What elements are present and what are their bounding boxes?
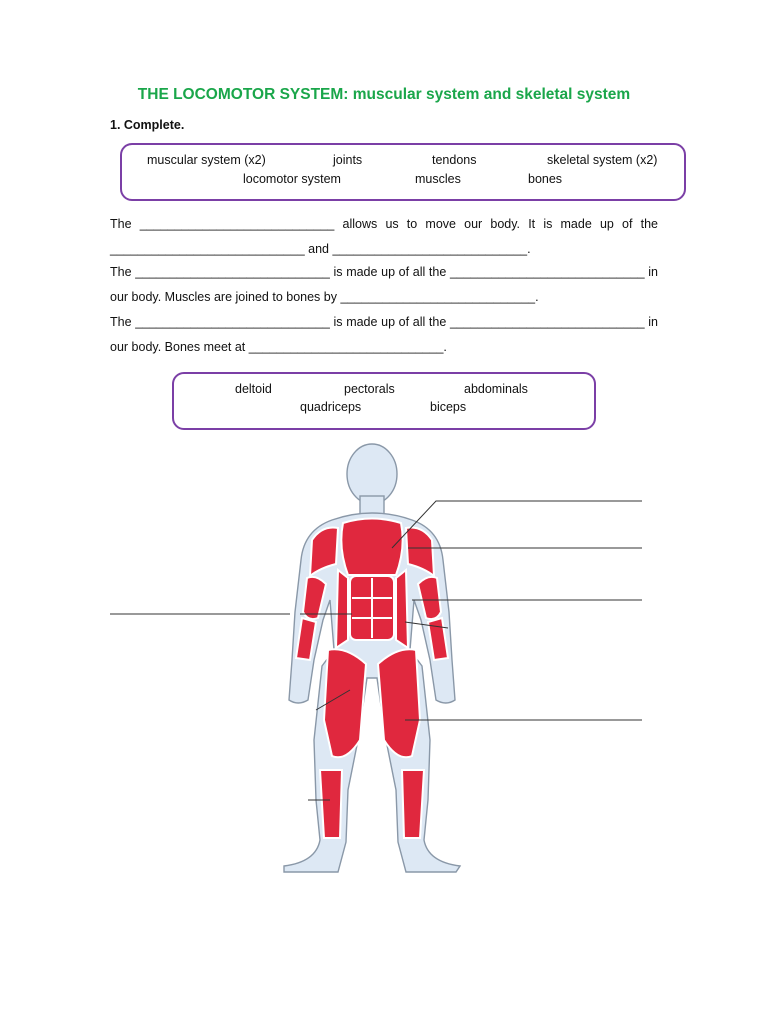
muscle-bank-item: quadriceps xyxy=(300,400,362,414)
sentence-line: our body. Muscles are joined to bones by ____________________________. xyxy=(110,289,539,304)
exercise-paragraph-3 xyxy=(110,310,658,359)
word-bank-item: joints xyxy=(333,153,363,167)
exercise-paragraph-2 xyxy=(110,260,658,309)
word-bank-item: bones xyxy=(528,172,563,186)
left-quadriceps-muscle xyxy=(324,649,366,757)
head xyxy=(347,444,397,504)
sentence-line: our body. Bones meet at ____________________________. xyxy=(110,339,447,354)
muscle-bank-item: abdominals xyxy=(464,382,528,396)
right-calf-muscle xyxy=(402,770,424,838)
muscle-bank-item: pectorals xyxy=(344,382,395,396)
word-bank-item: muscles xyxy=(415,172,461,186)
word-bank-item: locomotor system xyxy=(243,172,341,186)
sentence-line: The ____________________________ is made up of all the ____________________________ in xyxy=(110,315,658,329)
right-oblique-muscle xyxy=(396,570,408,648)
word-bank-item: skeletal system (x2) xyxy=(547,153,658,167)
exercise-heading: 1. Complete. xyxy=(110,118,185,132)
muscle-bank-box xyxy=(172,372,596,430)
sentence-line: The ____________________________ allows us to move our body. It is made up of the xyxy=(110,217,658,231)
exercise-paragraph-1 xyxy=(110,212,658,261)
page-title: THE LOCOMOTOR SYSTEM: muscular system and skeletal system xyxy=(137,86,631,103)
muscle-bank-item: deltoid xyxy=(235,382,272,396)
muscle-bank-item: biceps xyxy=(430,400,467,414)
muscle-diagram xyxy=(90,440,670,890)
word-bank-item: muscular system (x2) xyxy=(147,153,266,167)
left-calf-muscle xyxy=(320,770,342,838)
word-bank-box xyxy=(120,143,686,201)
word-bank-item: tendons xyxy=(432,153,477,167)
left-oblique-muscle xyxy=(336,570,348,648)
right-quadriceps-muscle xyxy=(378,649,420,757)
sentence-line: ____________________________ and ____________________________. xyxy=(110,241,531,256)
sentence-line: The ____________________________ is made up of all the ____________________________ in xyxy=(110,265,658,279)
